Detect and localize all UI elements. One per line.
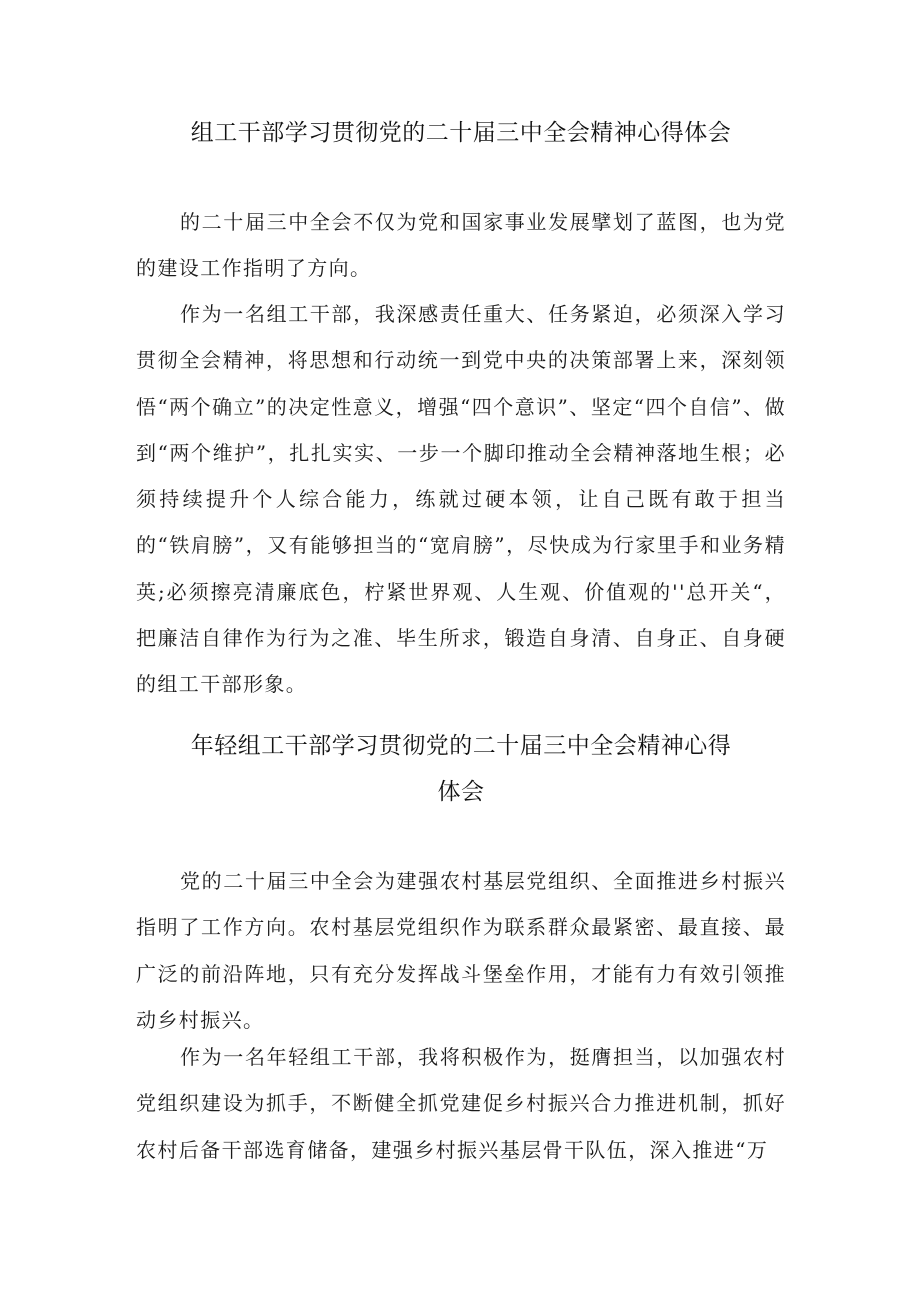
section-2-title-line-2: 体会	[437, 779, 485, 805]
section-2-title-line-1: 年轻组工干部学习贯彻党的二十届三中全会精神心得	[190, 733, 732, 759]
section-1-paragraph-1: 的二十届三中全会不仅为党和国家事业发展擘划了蓝图，也为党的建设工作指明了方向。	[136, 210, 786, 281]
section-2-title	[136, 723, 786, 815]
section-2-paragraph-1: 党的二十届三中全会为建强农村基层党组织、全面推进乡村振兴指明了工作方向。农村基层党组织作为联系群众最紧密、最直接、最广泛的前沿阵地，只有充分发挥战斗堡垒作用，才能有力有效引领推动乡村振兴。	[136, 869, 786, 1032]
section-1-paragraph-2: 作为一名组工干部，我深感责任重大、任务紧迫，必须深入学习贯彻全会精神，将思想和行动统一到党中央的决策部署上来，深刻领悟“两个确立”的决定性意义，增强“四个意识”、坚定“四个自信”、做到“两个维护”，扎扎实实、一步一个脚印推动全会精神落地生根；必须持续提升个人综合能力，练就过硬本领，让自己既有敢于担当的“铁肩膀”，又有能够担当的“宽肩膀”，尽快成为行家里手和业务精英;必须擦亮清廉底色，柠紧世界观、人生观、价值观的''总开关“，把廉洁自律作为行为之准、毕生所求，锻造自身清、自身正、自身硬的组工干部形象。	[136, 302, 786, 697]
section-1-title: 组工干部学习贯彻党的二十届三中全会精神心得体会	[190, 120, 732, 146]
section-2-paragraph-2: 作为一名年轻组工干部，我将积极作为，挺膺担当，以加强农村党组织建设为抓手，不断健全抓党建促乡村振兴合力推进机制，抓好农村后备干部选育储备，建强乡村振兴基层骨干队伍，深入推进“万	[136, 1045, 786, 1162]
